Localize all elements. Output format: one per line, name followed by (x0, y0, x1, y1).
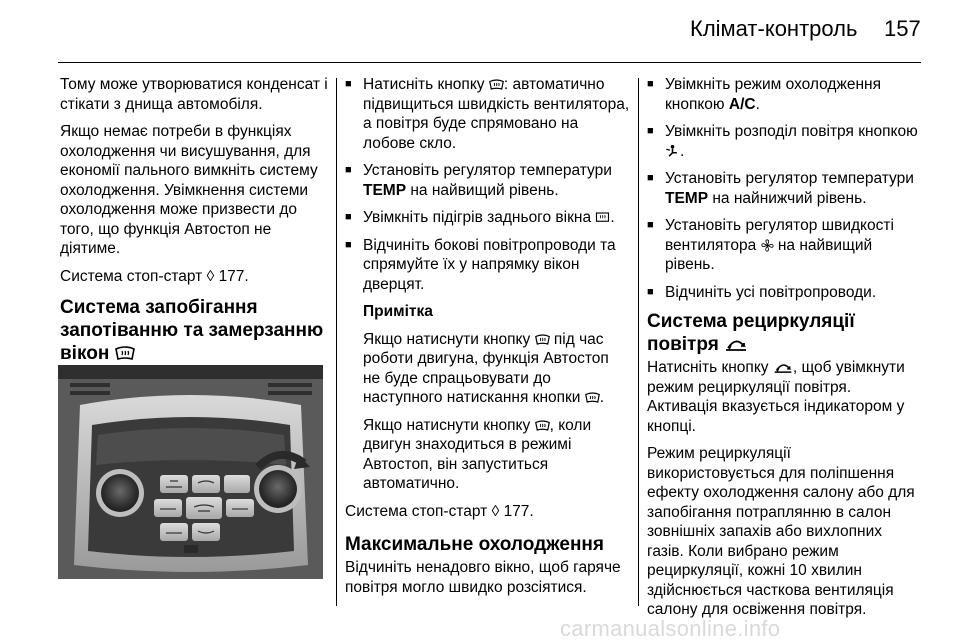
list-item: ■ Увімкніть розподіл повітря кнопкою . (647, 122, 922, 161)
cooling-steps-list (647, 75, 922, 302)
reference-arrow-icon: ◊ (206, 267, 215, 285)
reference-text: Система стоп-старт (60, 267, 203, 285)
column-2 (345, 75, 630, 605)
section-heading-text: Система рециркуляції повітря (647, 311, 855, 355)
section-heading-recirculation (647, 310, 922, 356)
list-item: ■ Установіть регулятор температури TEMP на найнижчий рівень. (647, 169, 922, 208)
note-paragraph-2: Якщо натиснути кнопку , коли двигун знаходиться в режимі Автостоп, він запуститься автоматично. (363, 416, 592, 492)
recirculation-icon (773, 362, 793, 374)
list-item: ■ Установіть регулятор температури TEMP на найвищий рівень. (345, 161, 630, 200)
windshield-defrost-icon (585, 391, 600, 404)
windshield-defrost-icon (535, 419, 550, 432)
stop-start-reference (60, 267, 328, 287)
reference-page: 177. (218, 267, 249, 285)
windshield-defrost-icon (489, 78, 504, 91)
note-block (345, 302, 630, 494)
column-3 (647, 75, 922, 628)
page-header-title: Клімат-контроль (690, 16, 858, 41)
fan-icon (761, 239, 774, 252)
list-item: ■ Увімкніть режим охолодження кнопкою A/C. (647, 75, 922, 114)
watermark-text: carmanualsonline.info (560, 616, 781, 641)
climate-control-panel-image (58, 365, 323, 579)
paragraph-open-window: Відчиніть ненадовго вікно, щоб гаряче повітря могло швидко розсіятися. (345, 559, 621, 596)
section-heading-text: Система запобігання запотіванню та замерзанню вікон (60, 297, 324, 364)
note-paragraph-1: Якщо натиснути кнопку під час роботи двигуна, функція Автостоп не буде спрацьовувати до наступного натискання кнопки . (363, 330, 609, 406)
reference-arrow-icon: ◊ (491, 502, 500, 520)
windshield-defrost-icon (115, 345, 135, 361)
list-item: ■ Відчиніть бокові повітропроводи та спрямуйте їх у напрямку вікон дверцят. (345, 236, 630, 295)
note-heading: Примітка (363, 303, 433, 320)
section-heading-max-cooling: Максимальне охолодження (345, 534, 604, 555)
paragraph-economy: Якщо немає потреби в функціях охолодження чи висушування, для економії пального вимкніть систему охолодження. Увімкнення системи охолодження може призвести до того, що функція Автостоп не діятиме. (60, 123, 318, 257)
column-1 (60, 75, 328, 371)
section-heading-defrost (60, 296, 328, 365)
paragraph-recirc-usage: Режим рециркуляції використовується для поліпшення ефекту охолодження салону або для запобігання потраплянню в салон зовнішніх запахів або вихлопних газів. Коли вибрано режим рециркуляції, кожні 10 хвилин здійснюється часткова вентиляція салону для освіження повітря. (647, 445, 915, 618)
column-divider-1 (336, 78, 337, 606)
rear-window-heater-icon (595, 211, 610, 224)
paragraph-condensate: Тому може утворюватися конденсат і стікати з днища автомобіля. (60, 76, 328, 113)
air-distribution-icon (665, 144, 680, 158)
defrost-steps-list (345, 75, 630, 294)
recirculation-icon (724, 338, 748, 352)
header-rule (58, 62, 921, 63)
page-number: 157 (884, 16, 921, 41)
list-item: ■ Увімкніть підігрів заднього вікна . (345, 208, 630, 228)
column-divider-2 (638, 78, 639, 606)
list-item: ■ Натисніть кнопку : автоматично підвищиться швидкість вентилятора, а повітря буде спрямовано на лобове скло. (345, 75, 630, 153)
paragraph-recirc-activate: Натисніть кнопку , щоб увімкнути режим рециркуляції повітря. Активація вказується індикатором у кнопці. (647, 359, 905, 435)
list-item: ■ Відчиніть усі повітропроводи. (647, 283, 922, 303)
windshield-defrost-icon (535, 333, 550, 346)
stop-start-reference: Система стоп-старт ◊ 177. (345, 502, 534, 520)
list-item: ■ Установіть регулятор швидкості вентилятора на найвищий рівень. (647, 216, 922, 275)
